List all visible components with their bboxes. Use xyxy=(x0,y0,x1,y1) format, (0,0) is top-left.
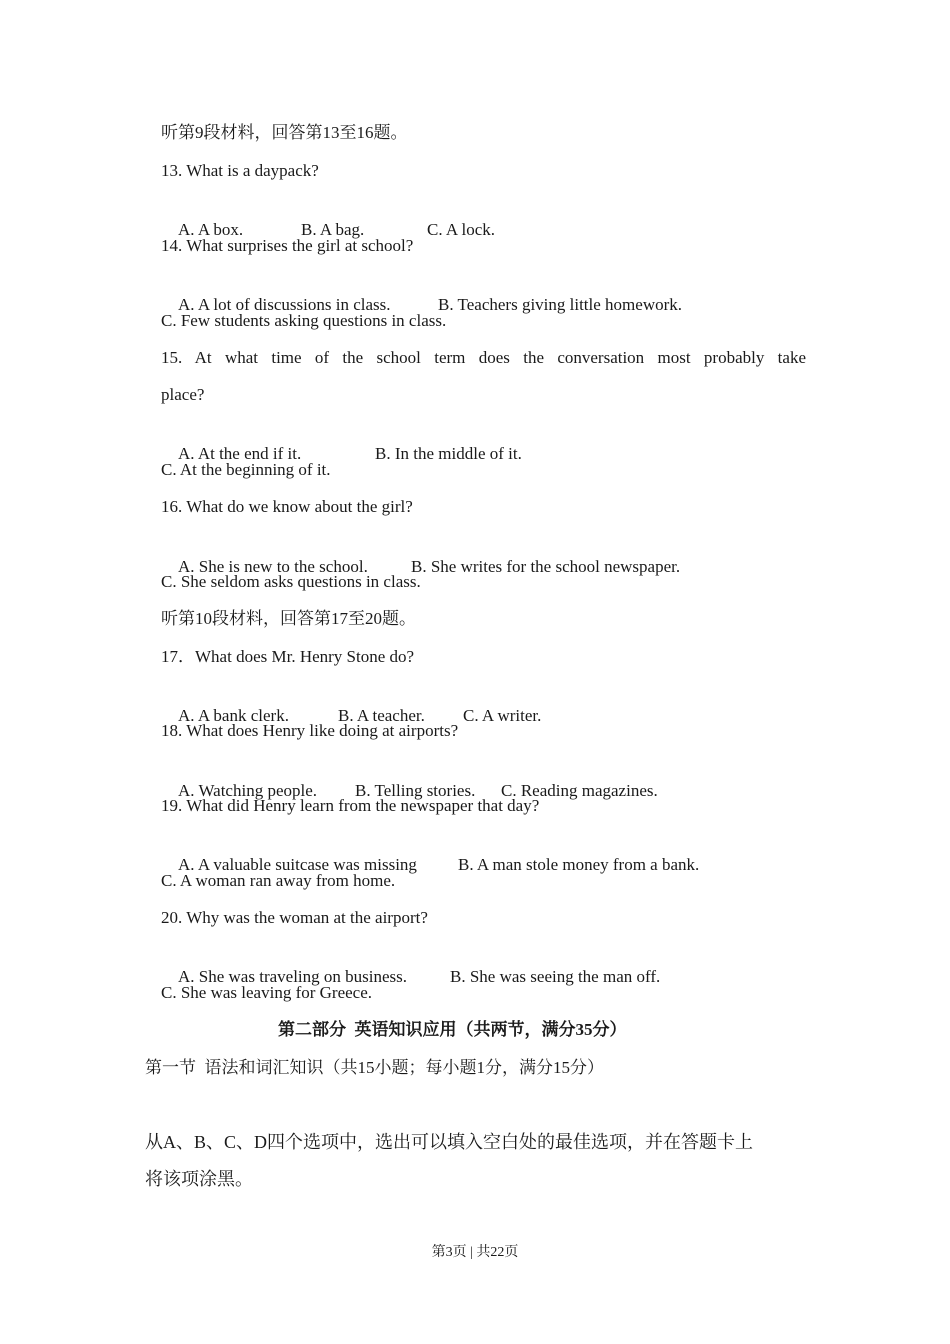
question-15-cont: place? xyxy=(161,385,205,404)
question-13: 13. What is a daypack? xyxy=(161,161,319,180)
option-b: B. She writes for the school newspaper. xyxy=(411,557,681,576)
question-16-option-c: C. She seldom asks questions in class. xyxy=(161,572,421,591)
option-c: C. Reading magazines. xyxy=(501,781,658,800)
option-b: B. In the middle of it. xyxy=(375,444,522,463)
option-a: A. A lot of discussions in class. xyxy=(178,295,391,314)
question-20-option-c: C. She was leaving for Greece. xyxy=(161,983,373,1002)
question-20: 20. Why was the woman at the airport? xyxy=(161,908,428,927)
option-a: A. A box. xyxy=(178,220,244,239)
question-19: 19. What did Henry learn from the newspaper that day? xyxy=(161,796,540,815)
instructions-line-1: 从A、B、C、D四个选项中，选出可以填入空白处的最佳选项，并在答题卡上 xyxy=(145,1132,754,1152)
option-a: A. She is new to the school. xyxy=(178,557,368,576)
option-a: A. At the end if it. xyxy=(178,444,302,463)
page-footer: 第3页 | 共22页 xyxy=(431,1245,519,1260)
option-b: B. Teachers giving little homework. xyxy=(438,295,683,314)
section-one-title: 第一节 语法和词汇知识（共15小题；每小题1分，满分15分） xyxy=(145,1058,604,1077)
question-14-option-c: C. Few students asking questions in class. xyxy=(161,311,447,330)
option-b: B. A man stole money from a bank. xyxy=(458,855,700,874)
option-a: A. A valuable suitcase was missing xyxy=(178,855,417,874)
question-16: 16. What do we know about the girl? xyxy=(161,497,413,516)
option-b: B. She was seeing the man off. xyxy=(450,967,661,986)
question-14: 14. What surprises the girl at school? xyxy=(161,236,414,255)
question-17: 17．What does Mr. Henry Stone do? xyxy=(161,647,415,666)
option-a: A. Watching people. xyxy=(178,781,318,800)
question-18: 18. What does Henry like doing at airports? xyxy=(161,721,459,740)
question-15-option-c: C. At the beginning of it. xyxy=(161,460,331,479)
section-instruction-9: 听第9段材料，回答第13至16题。 xyxy=(161,123,408,142)
option-b: B. A bag. xyxy=(301,220,365,239)
option-b: B. A teacher. xyxy=(338,706,425,725)
option-c: C. A writer. xyxy=(463,706,542,725)
question-15: 15. At what time of the school term does the conversation most probably take xyxy=(161,348,806,367)
option-c: C. A lock. xyxy=(427,220,496,239)
part-two-title: 第二部分 英语知识应用（共两节，满分35分） xyxy=(278,1020,627,1039)
option-a: A. She was traveling on business. xyxy=(178,967,408,986)
option-b: B. Telling stories. xyxy=(355,781,476,800)
option-a: A. A bank clerk. xyxy=(178,706,289,725)
instructions-line-2: 将该项涂黑。 xyxy=(145,1169,253,1189)
section-instruction-10: 听第10段材料，回答第17至20题。 xyxy=(161,609,416,628)
question-19-option-c: C. A woman ran away from home. xyxy=(161,871,396,890)
